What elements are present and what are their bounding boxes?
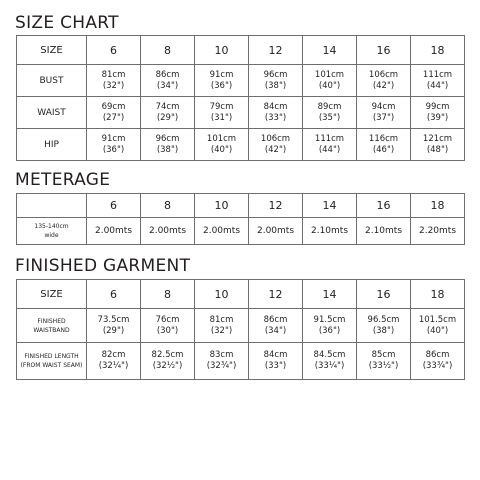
size-header: 18: [411, 194, 465, 218]
measurement-cell: 96.5cm (38"): [357, 309, 411, 343]
hip-label: HIP: [17, 129, 87, 161]
measurement-cell: 84.5cm (33¼"): [303, 343, 357, 380]
measurement-cell: 74cm (29"): [141, 97, 195, 129]
size-label: SIZE: [17, 36, 87, 65]
meterage-cell: 2.00mts: [87, 218, 141, 245]
meterage-title: METERAGE: [15, 170, 111, 190]
measurement-cell: 73.5cm (29"): [87, 309, 141, 343]
measurement-cell: 86cm (34"): [249, 309, 303, 343]
size-header: 16: [357, 280, 411, 309]
measurement-cell: 84cm (33"): [249, 343, 303, 380]
measurement-cell: 101cm (40"): [303, 65, 357, 97]
size-header: 18: [411, 36, 465, 65]
size-chart-table: [16, 35, 465, 161]
finished-waistband-label: FINISHED WAISTBAND: [17, 309, 87, 343]
size-header: 6: [87, 36, 141, 65]
measurement-cell: 69cm (27"): [87, 97, 141, 129]
measurement-cell: 111cm (44"): [303, 129, 357, 161]
size-header: 8: [141, 280, 195, 309]
measurement-cell: 99cm (39"): [411, 97, 465, 129]
size-header: 14: [303, 36, 357, 65]
size-header: 14: [303, 280, 357, 309]
measurement-cell: 91cm (36"): [87, 129, 141, 161]
measurement-cell: 79cm (31"): [195, 97, 249, 129]
measurement-cell: 91cm (36"): [195, 65, 249, 97]
size-header: 10: [195, 280, 249, 309]
size-header: 6: [87, 280, 141, 309]
measurement-cell: 83cm (32¾"): [195, 343, 249, 380]
size-header: 10: [195, 36, 249, 65]
measurement-cell: 86cm (34"): [141, 65, 195, 97]
size-header: 6: [87, 194, 141, 218]
meterage-header-row: [17, 194, 465, 218]
measurement-cell: 81cm (32"): [195, 309, 249, 343]
measurement-cell: 91.5cm (36"): [303, 309, 357, 343]
measurement-cell: 121cm (48"): [411, 129, 465, 161]
finished-length-label: FINISHED LENGTH (FROM WAIST SEAM): [17, 343, 87, 380]
finished-garment-header-row: [17, 280, 465, 309]
size-header: 14: [303, 194, 357, 218]
meterage-cell: 2.10mts: [303, 218, 357, 245]
size-header: 16: [357, 36, 411, 65]
meterage-cell: 2.00mts: [141, 218, 195, 245]
size-label: SIZE: [17, 280, 87, 309]
waist-row: [17, 97, 465, 129]
measurement-cell: 106cm (42"): [357, 65, 411, 97]
meterage-table: [16, 193, 465, 245]
meterage-cell: 2.20mts: [411, 218, 465, 245]
size-header: 8: [141, 36, 195, 65]
measurement-cell: 111cm (44"): [411, 65, 465, 97]
meterage-cell: 2.10mts: [357, 218, 411, 245]
fabric-width-row: [17, 218, 465, 245]
measurement-cell: 82cm (32¼"): [87, 343, 141, 380]
measurement-cell: 86cm (33¾"): [411, 343, 465, 380]
measurement-cell: 96cm (38"): [141, 129, 195, 161]
finished-garment-table: [16, 279, 465, 380]
measurement-cell: 101.5cm (40"): [411, 309, 465, 343]
measurement-cell: 82.5cm (32½"): [141, 343, 195, 380]
measurement-cell: 116cm (46"): [357, 129, 411, 161]
measurement-cell: 101cm (40"): [195, 129, 249, 161]
finished-waistband-row: [17, 309, 465, 343]
measurement-cell: 81cm (32"): [87, 65, 141, 97]
finished-garment-title: FINISHED GARMENT: [15, 256, 191, 276]
hip-row: [17, 129, 465, 161]
size-header: 16: [357, 194, 411, 218]
size-header: 10: [195, 194, 249, 218]
meterage-cell: 2.00mts: [249, 218, 303, 245]
measurement-cell: 89cm (35"): [303, 97, 357, 129]
finished-length-row: [17, 343, 465, 380]
measurement-cell: 76cm (30"): [141, 309, 195, 343]
size-header: 12: [249, 36, 303, 65]
size-header: 18: [411, 280, 465, 309]
size-chart-title: SIZE CHART: [15, 13, 119, 33]
waist-label: WAIST: [17, 97, 87, 129]
measurement-cell: 94cm (37"): [357, 97, 411, 129]
measurement-cell: 96cm (38"): [249, 65, 303, 97]
bust-label: BUST: [17, 65, 87, 97]
size-header: 12: [249, 194, 303, 218]
size-header: 8: [141, 194, 195, 218]
meterage-cell: 2.00mts: [195, 218, 249, 245]
bust-row: [17, 65, 465, 97]
fabric-width-label: 135-140cm wide: [17, 218, 87, 245]
measurement-cell: 84cm (33"): [249, 97, 303, 129]
measurement-cell: 106cm (42"): [249, 129, 303, 161]
size-header: 12: [249, 280, 303, 309]
measurement-cell: 85cm (33½"): [357, 343, 411, 380]
size-chart-header-row: [17, 36, 465, 65]
empty-corner-cell: [17, 194, 87, 218]
